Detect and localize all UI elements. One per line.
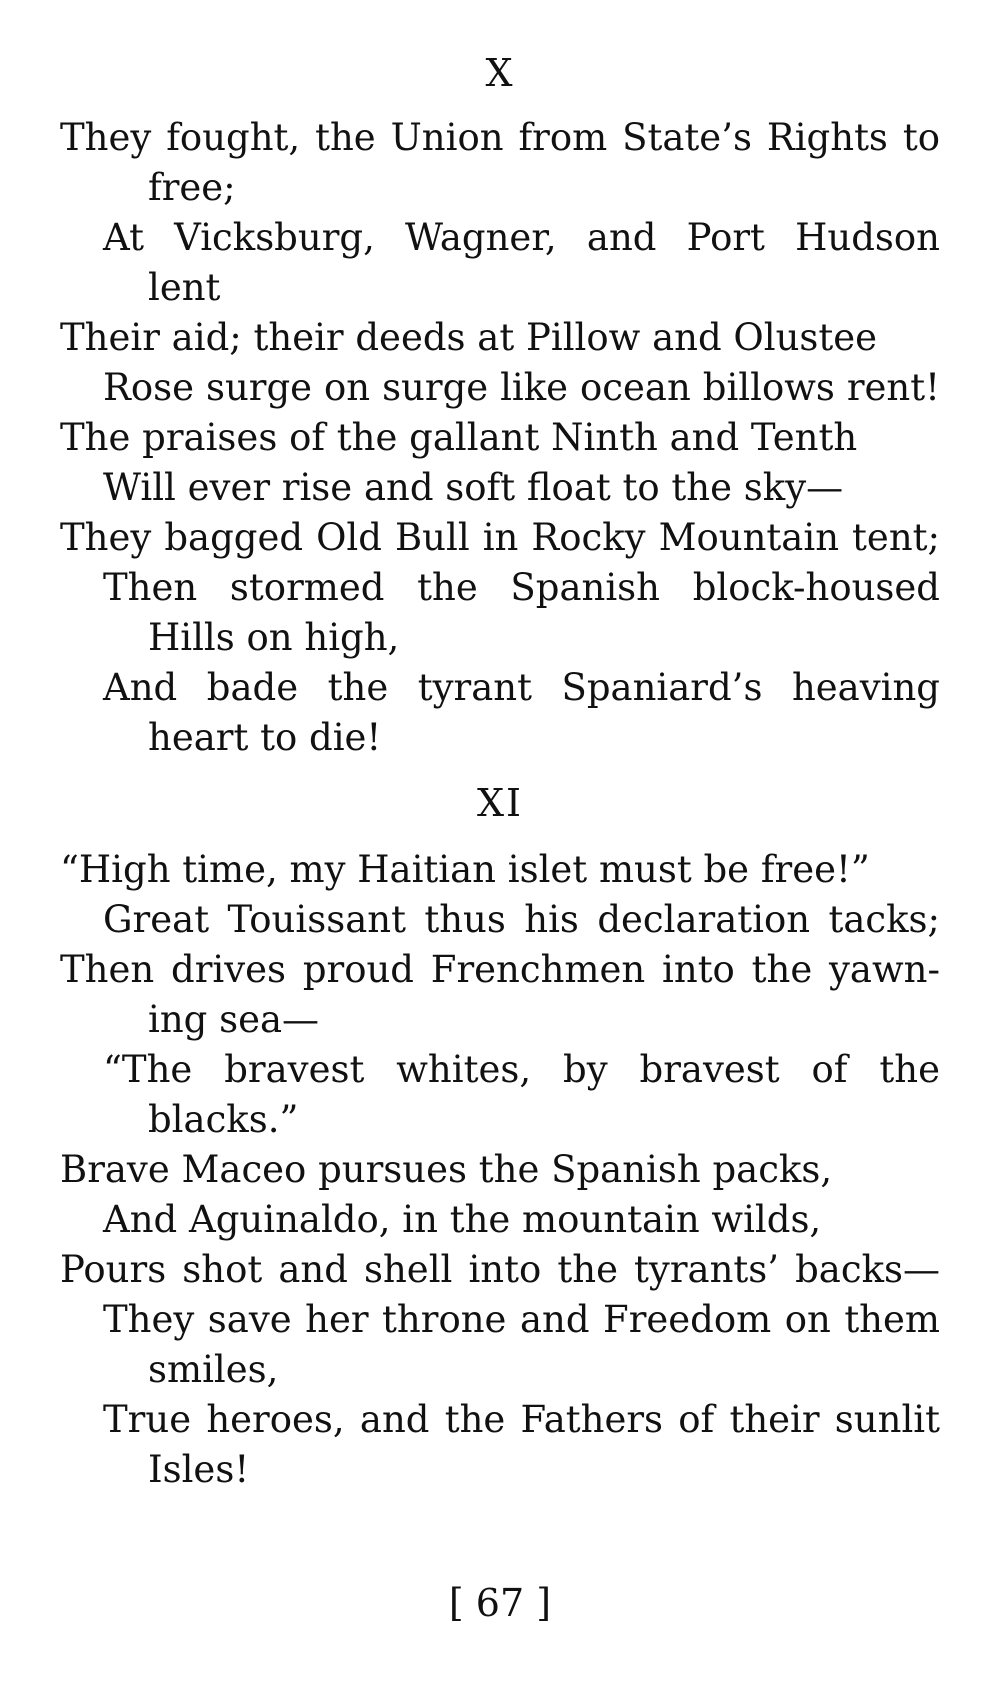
poem-line: Great Touissant thus his declaration tacks; bbox=[103, 898, 940, 941]
poem-line: free; bbox=[148, 166, 236, 209]
poem-line: “High time, my Haitian islet must be free!” bbox=[60, 848, 870, 891]
poem-line: They fought, the Union from State’s Rights to bbox=[60, 116, 940, 159]
poem-line: Rose surge on surge like ocean billows rent! bbox=[103, 366, 940, 409]
page-number: [ 67 ] bbox=[448, 1581, 552, 1625]
poem-line: blacks.” bbox=[148, 1098, 299, 1141]
poem-line: Their aid; their deeds at Pillow and Olustee bbox=[60, 316, 878, 359]
poem-line: And bade the tyrant Spaniard’s heaving bbox=[103, 666, 940, 709]
poem-line: Then drives proud Frenchmen into the yawn- bbox=[60, 948, 940, 991]
stanza-xi bbox=[0, 845, 1000, 1495]
poem-line: True heroes, and the Fathers of their sunlit bbox=[103, 1398, 940, 1441]
poem-line: Then stormed the Spanish block-housed bbox=[103, 566, 940, 609]
poem-line: Pours shot and shell into the tyrants’ backs— bbox=[60, 1248, 940, 1291]
poem-line: smiles, bbox=[148, 1348, 279, 1391]
poem-line: Hills on high, bbox=[148, 616, 400, 659]
poem-line: Brave Maceo pursues the Spanish packs, bbox=[60, 1148, 833, 1191]
poem-line: heart to die! bbox=[148, 716, 382, 759]
poem-line: Isles! bbox=[148, 1448, 250, 1491]
poem-line: The praises of the gallant Ninth and Tenth bbox=[60, 416, 858, 459]
poem-line: They save her throne and Freedom on them bbox=[103, 1298, 940, 1341]
stanza-heading-x: X bbox=[485, 51, 515, 95]
poem-line: And Aguinaldo, in the mountain wilds, bbox=[103, 1198, 822, 1241]
poem-line: Will ever rise and soft float to the sky— bbox=[103, 466, 844, 509]
stanza-heading-xi: XI bbox=[476, 781, 524, 825]
poem-line: lent bbox=[148, 266, 221, 309]
poem-line: They bagged Old Bull in Rocky Mountain tent; bbox=[60, 516, 940, 559]
poem-line: ing sea— bbox=[148, 998, 320, 1041]
poem-line: “The bravest whites, by bravest of the bbox=[103, 1048, 940, 1091]
stanza-x bbox=[0, 113, 1000, 763]
poem-line: At Vicksburg, Wagner, and Port Hudson bbox=[103, 216, 940, 259]
